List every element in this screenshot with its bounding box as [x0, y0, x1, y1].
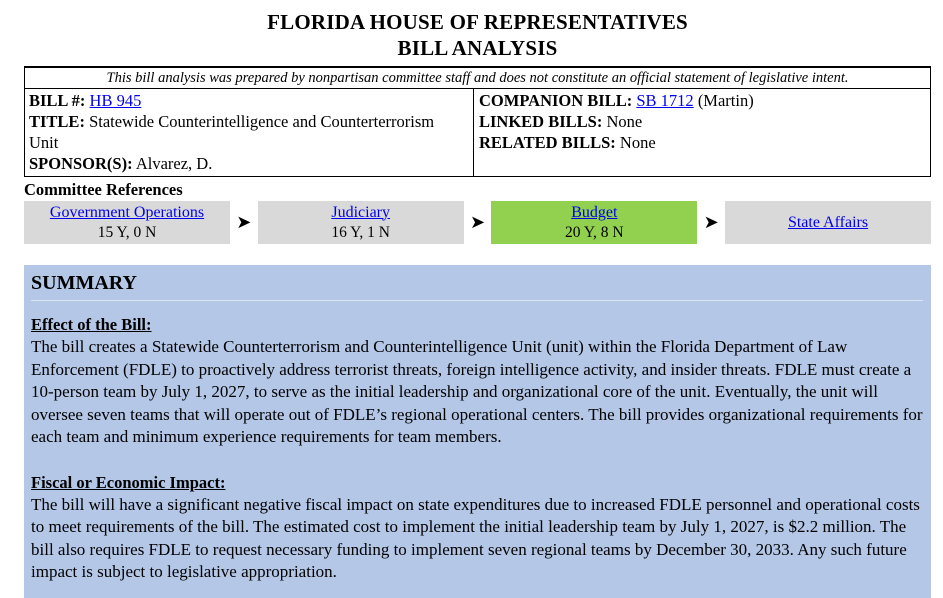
linked-bills-value: None [606, 112, 643, 131]
committee-flow-arrow-icon: ➤ [236, 212, 252, 233]
committee-link-state-affairs[interactable]: State Affairs [787, 213, 869, 231]
committee-flow-arrow-icon: ➤ [469, 212, 486, 233]
summary-heading: SUMMARY [31, 268, 923, 301]
effect-of-bill-heading: Effect of the Bill: [31, 315, 152, 334]
fiscal-impact-section [31, 472, 923, 584]
bill-info-right-cell [474, 89, 930, 176]
linked-bills-label: LINKED BILLS: [479, 112, 603, 131]
committee-references-row [24, 201, 931, 244]
document-title-line2: BILL ANALYSIS [397, 36, 558, 60]
related-bills-value: None [619, 133, 656, 152]
effect-of-bill-section [31, 314, 923, 449]
bill-number-label: BILL #: [29, 91, 86, 110]
bill-sponsor-line [29, 153, 467, 174]
bill-title-value: Statewide Counterintelligence and Counterterrorism Unit [29, 112, 435, 152]
committee-link-budget[interactable]: Budget [571, 203, 618, 221]
linked-bills-line [479, 111, 924, 132]
committee-vote-judiciary: 16 Y, 1 N [331, 223, 390, 241]
bill-sponsor-label: SPONSOR(S): [29, 154, 133, 173]
bill-info-table [24, 66, 931, 177]
bill-title-label: TITLE: [29, 112, 85, 131]
committee-flow-arrow-icon: ➤ [703, 212, 719, 233]
committee-link-judiciary[interactable]: Judiciary [331, 203, 390, 221]
document-title-line1: FLORIDA HOUSE OF REPRESENTATIVES [267, 10, 688, 34]
bill-number-link[interactable]: HB 945 [89, 91, 142, 110]
committee-vote-government-operations: 15 Y, 0 N [97, 223, 157, 241]
committee-link-government-operations[interactable]: Government Operations [49, 203, 205, 221]
committee-references-heading: Committee References [24, 180, 183, 199]
related-bills-line [479, 132, 924, 153]
related-bills-label: RELATED BILLS: [479, 133, 616, 152]
companion-bill-line [479, 90, 924, 111]
bill-number-line [29, 90, 467, 111]
committee-box-budget [491, 201, 697, 244]
committee-box-judiciary [258, 201, 464, 244]
committee-box-state-affairs [725, 201, 931, 244]
companion-bill-sponsor: (Martin) [697, 91, 754, 110]
companion-bill-link[interactable]: SB 1712 [636, 91, 694, 110]
committee-box-government-operations [24, 201, 230, 244]
bill-info-left-cell [25, 89, 474, 176]
summary-section [24, 265, 931, 598]
disclaimer-text: This bill analysis was prepared by nonpartisan committee staff and does not constitute an official statement of legislative intent. [25, 68, 930, 89]
fiscal-impact-body: The bill will have a significant negative fiscal impact on state expenditures due to increased FDLE personnel and operational costs to meet requirements of the bill. The estimated cost to implement the initial leadership team by July 1, 2027, is $2.2 million. The bill also requires FDLE to request necessary funding to implement seven regional teams by December 30, 2033. Any such future impact is subject to legislative appropriation. [31, 494, 920, 581]
effect-of-bill-body: The bill creates a Statewide Counterterrorism and Counterintelligence Unit (unit) within the Florida Department of Law Enforcement (FDLE) to proactively address terrorist threats, foreign intelligence activity, and insider threats. FDLE must create a 10-person team by July 1, 2027, to serve as the initial leadership and organizational core of the unit. Eventually, the unit will oversee seven teams that will operate out of FDLE’s regional operational centers. The bill provides organizational requirements for each team and minimum experience requirements for team members. [31, 337, 923, 446]
bill-sponsor-value: Alvarez, D. [135, 154, 213, 173]
document-header [24, 0, 931, 61]
fiscal-impact-heading: Fiscal or Economic Impact: [31, 472, 226, 492]
committee-vote-budget: 20 Y, 8 N [565, 223, 624, 241]
bill-info-row [25, 89, 930, 176]
bill-title-line [29, 111, 467, 153]
companion-bill-label: COMPANION BILL: [479, 91, 633, 110]
